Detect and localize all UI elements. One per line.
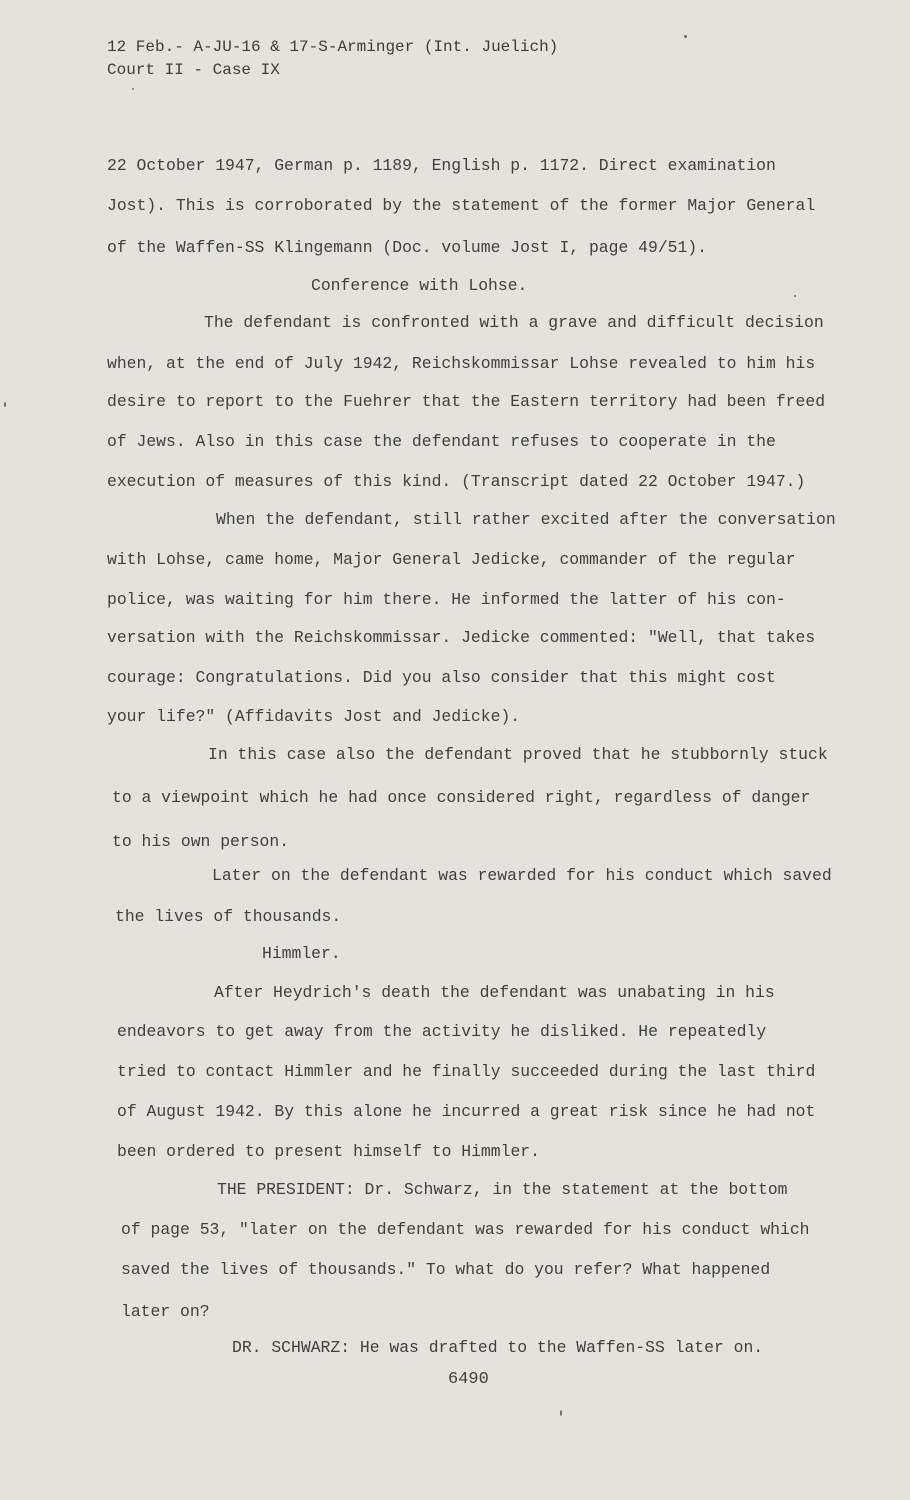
speaker-line-president: THE PRESIDENT: Dr. Schwarz, in the statement at the bottom: [217, 1180, 788, 1199]
paper-speck: [794, 295, 796, 297]
header-line-1: 12 Feb.- A-JU-16 & 17-S-Arminger (Int. Juelich): [107, 38, 559, 56]
body-line: The defendant is confronted with a grave and difficult decision: [204, 313, 824, 332]
body-line: to his own person.: [112, 832, 290, 851]
page-number: 6490: [448, 1370, 489, 1389]
body-line: In this case also the defendant proved that he stubbornly stuck: [208, 745, 828, 764]
body-line: later on?: [121, 1302, 210, 1321]
body-line: versation with the Reichskommissar. Jedicke commented: "Well, that takes: [107, 628, 816, 647]
body-line: saved the lives of thousands." To what do you refer? What happened: [121, 1260, 771, 1279]
body-line: your life?" (Affidavits Jost and Jedicke).: [107, 707, 521, 726]
body-line: execution of measures of this kind. (Transcript dated 22 October 1947.): [107, 472, 806, 491]
speaker-line-schwarz: DR. SCHWARZ: He was drafted to the Waffen-SS later on.: [232, 1338, 764, 1357]
body-line: of August 1942. By this alone he incurred a great risk since he had not: [117, 1102, 816, 1121]
body-line: 22 October 1947, German p. 1189, English p. 1172. Direct examination: [107, 156, 776, 175]
body-line: to a viewpoint which he had once considered right, regardless of danger: [112, 788, 811, 807]
body-line: of the Waffen-SS Klingemann (Doc. volume Jost I, page 49/51).: [107, 238, 707, 257]
section-heading-himmler: Himmler.: [262, 944, 341, 963]
section-heading-lohse: Conference with Lohse.: [311, 276, 528, 295]
body-line: the lives of thousands.: [115, 907, 342, 926]
body-line: when, at the end of July 1942, Reichskommissar Lohse revealed to him his: [107, 354, 816, 373]
paper-speck: [684, 35, 687, 38]
body-line: After Heydrich's death the defendant was unabating in his: [214, 983, 775, 1002]
body-line: endeavors to get away from the activity he disliked. He repeatedly: [117, 1022, 767, 1041]
paper-speck: [560, 1410, 562, 1416]
body-line: police, was waiting for him there. He informed the latter of his con-: [107, 590, 786, 609]
body-line: with Lohse, came home, Major General Jedicke, commander of the regular: [107, 550, 796, 569]
body-line: Jost). This is corroborated by the statement of the former Major General: [107, 196, 816, 215]
body-line: tried to contact Himmler and he finally succeeded during the last third: [117, 1062, 816, 1081]
body-line: When the defendant, still rather excited after the conversation: [216, 510, 836, 529]
body-line: of page 53, "later on the defendant was rewarded for his conduct which: [121, 1220, 810, 1239]
header-line-2: Court II - Case IX: [107, 61, 280, 79]
body-line: Later on the defendant was rewarded for his conduct which saved: [212, 866, 832, 885]
body-line: desire to report to the Fuehrer that the Eastern territory had been freed: [107, 392, 826, 411]
body-line: been ordered to present himself to Himmler.: [117, 1142, 540, 1161]
document-header: [107, 36, 558, 82]
paper-speck: [4, 402, 6, 407]
paper-speck: [132, 88, 134, 90]
body-line: of Jews. Also in this case the defendant refuses to cooperate in the: [107, 432, 776, 451]
body-line: courage: Congratulations. Did you also consider that this might cost: [107, 668, 776, 687]
